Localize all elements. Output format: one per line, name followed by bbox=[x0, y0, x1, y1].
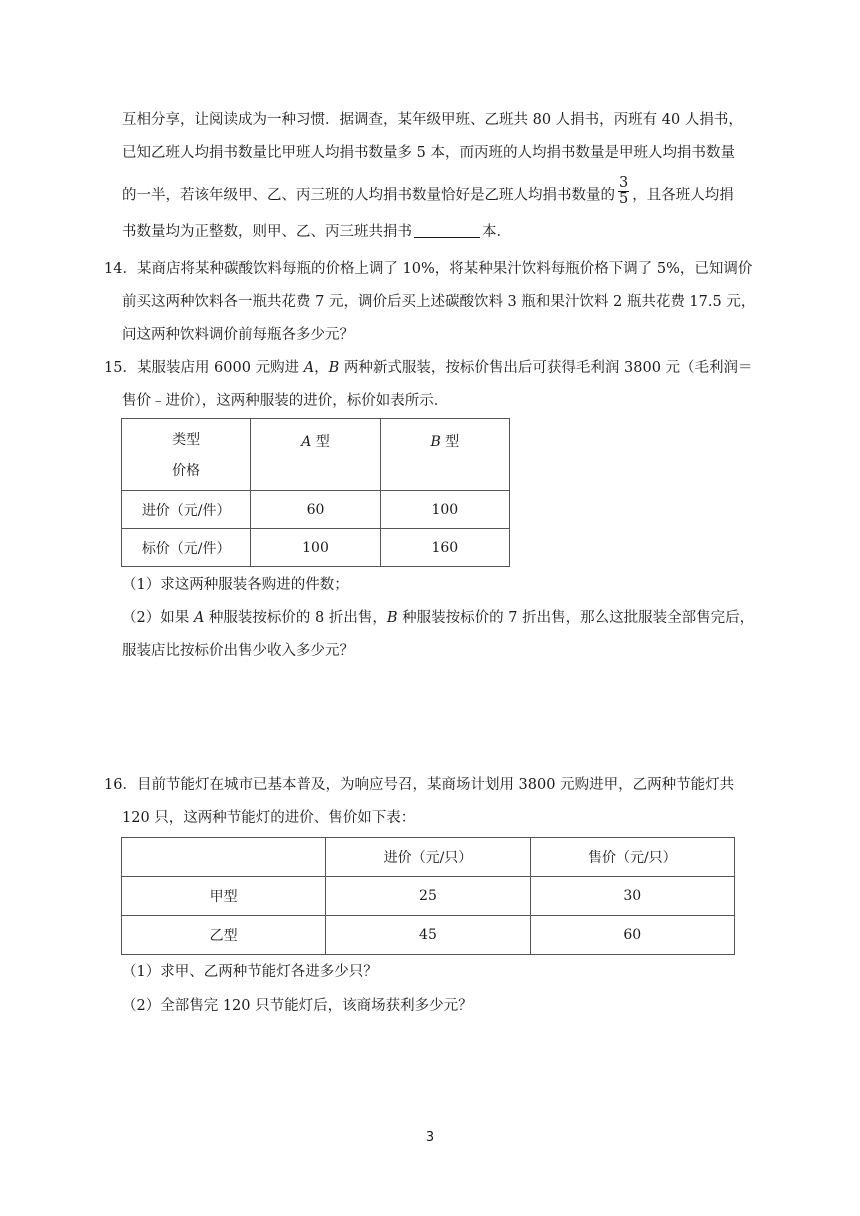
header-cell bbox=[122, 838, 326, 877]
q16-line-1: 16．目前节能灯在城市已基本普及，为响应号召，某商场计划用 3800 元购进甲，乙两种节能灯共 bbox=[104, 777, 735, 793]
cell-value: 100 bbox=[251, 529, 380, 567]
var-b: B bbox=[328, 360, 340, 376]
q14-line-2: 前买这两种饮料各一瓶共花费 7 元，调价后买上述碳酸饮料 3 瓶和果汁饮料 2 瓶共花费 17.5 元， bbox=[122, 294, 756, 310]
table-row bbox=[122, 877, 735, 916]
table-row bbox=[122, 529, 510, 567]
q15-sub-2 bbox=[122, 608, 754, 628]
header-cell: 售价（元/只） bbox=[530, 838, 734, 877]
q15-sub-2-part3: 种服装按标价的 7 折出售，那么这批服装全部售完后， bbox=[397, 610, 755, 626]
q15-sub-2-part1: （2）如果 bbox=[122, 610, 194, 626]
header-type-a bbox=[251, 419, 380, 491]
q13-line-3 bbox=[122, 175, 734, 211]
cell-value: 60 bbox=[530, 916, 734, 955]
table-header-row bbox=[122, 838, 735, 877]
q15-line-1-text: 15．某服装店用 6000 元购进 bbox=[104, 360, 304, 376]
q16-price-table bbox=[121, 837, 735, 955]
q13-line-3-text: 的一半，若该年级甲、乙、丙三班的人均捐书数量恰好是乙班人均捐书数量的 bbox=[122, 187, 615, 204]
q16-sub-1: （1）求甲、乙两种节能灯各进多少只？ bbox=[122, 964, 378, 980]
cell-value: 30 bbox=[530, 877, 734, 916]
row-label: 进价（元/件） bbox=[122, 491, 251, 529]
cell-value: 100 bbox=[380, 491, 509, 529]
q13-line-4 bbox=[122, 222, 511, 242]
fraction bbox=[618, 176, 629, 207]
fraction-numerator: 3 bbox=[619, 175, 629, 191]
q15-line-1-tail: 两种新式服装，按标价售出后可获得毛利润 3800 元（毛利润＝ bbox=[339, 360, 753, 376]
header-type-a-var: A bbox=[301, 434, 312, 450]
row-label: 乙型 bbox=[122, 916, 326, 955]
cell-value: 60 bbox=[251, 491, 380, 529]
q15-line-1 bbox=[104, 358, 753, 378]
q13-line-1: 互相分享，让阅读成为一种习惯．据调查，某年级甲班、乙班共 80 人捐书，丙班有 40 人捐书， bbox=[122, 112, 743, 128]
q14-line-3: 问这两种饮料调价前每瓶各多少元？ bbox=[122, 327, 354, 343]
q15-sub-2-part2: 种服装按标价的 8 折出售， bbox=[204, 610, 387, 626]
q13-line-4-text: 书数量均为正整数，则甲、乙、丙三班共捐书 bbox=[122, 224, 412, 240]
table-row bbox=[122, 916, 735, 955]
var-b: B bbox=[386, 610, 398, 626]
q15-sub-2-line-2: 服装店比按标价出售少收入多少元？ bbox=[122, 643, 354, 659]
fraction-denominator: 5 bbox=[619, 191, 629, 207]
q15-comma: ， bbox=[314, 360, 329, 376]
q15-line-2: 售价﹣进价），这两种服装的进价，标价如表所示． bbox=[122, 393, 449, 409]
table-row bbox=[122, 491, 510, 529]
cell-value: 25 bbox=[326, 877, 530, 916]
answer-blank[interactable] bbox=[414, 222, 480, 238]
page-number: 3 bbox=[425, 1130, 435, 1145]
header-type-a-suffix: 型 bbox=[311, 434, 330, 450]
q15-price-table bbox=[121, 418, 510, 567]
q16-line-2: 120 只，这两种节能灯的进价、售价如下表： bbox=[122, 810, 416, 826]
header-type-b bbox=[380, 419, 509, 491]
cell-value: 160 bbox=[380, 529, 509, 567]
row-label: 标价（元/件） bbox=[122, 529, 251, 567]
q13-line-4-tail: 本． bbox=[482, 224, 511, 240]
row-label: 甲型 bbox=[122, 877, 326, 916]
header-type-b-suffix: 型 bbox=[440, 434, 460, 450]
header-cell: 进价（元/只） bbox=[326, 838, 530, 877]
table-corner-cell bbox=[122, 419, 251, 491]
var-a: A bbox=[303, 360, 315, 376]
header-type-b-var: B bbox=[430, 434, 441, 450]
q15-sub-1: （1）求这两种服装各购进的件数； bbox=[122, 577, 349, 593]
var-a: A bbox=[193, 610, 205, 626]
q13-line-2: 已知乙班人均捐书数量比甲班人均捐书数量多 5 本，而丙班的人均捐书数量是甲班人均捐书数量 bbox=[122, 145, 735, 161]
cell-value: 45 bbox=[326, 916, 530, 955]
q16-sub-2: （2）全部售完 120 只节能灯后，该商场获利多少元？ bbox=[122, 998, 473, 1014]
corner-top-label: 类型 bbox=[172, 432, 201, 448]
q14-line-1: 14．某商店将某种碳酸饮料每瓶的价格上调了 10%，将某种果汁饮料每瓶价格下调了 5%，已知调价 bbox=[104, 261, 753, 277]
q13-line-3-tail: ，且各班人均捐 bbox=[632, 187, 734, 204]
corner-bottom-label: 价格 bbox=[172, 463, 201, 479]
